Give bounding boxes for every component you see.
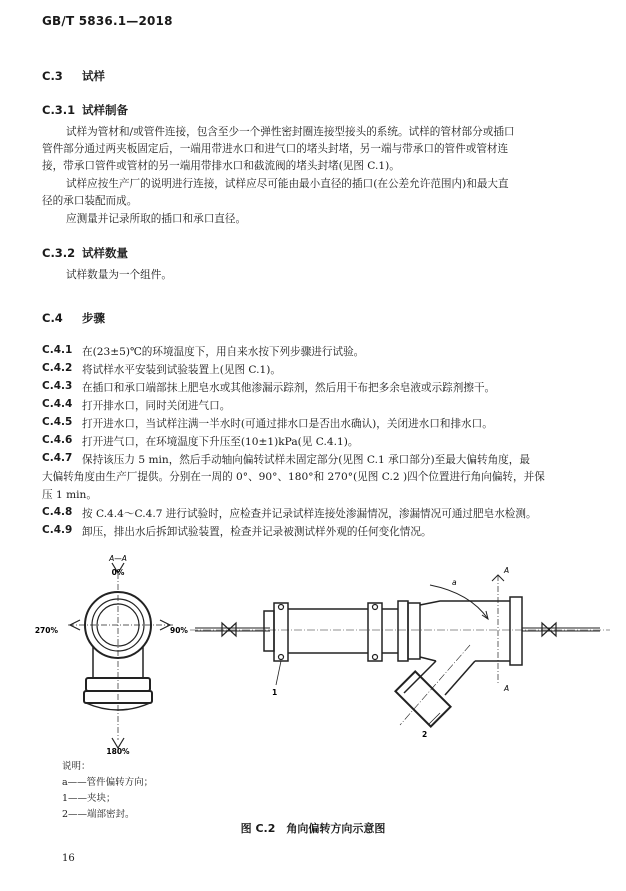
clamp-block-2: [368, 603, 382, 661]
step-c46: C.4.6 打开进气口，在环境温度下升压至(10±1)kPa(见 C.4.1)。: [42, 434, 359, 448]
step-c43: C.4.3 在插口和承口端部抹上肥皂水或其他渗漏示踪剂，然后用干布把多余皂液或示踪剂擦干。: [42, 380, 496, 394]
section-c31-heading: C.3.1 试样制备: [42, 103, 128, 117]
step-c42: C.4.2 将试样水平安装到试验装置上(见图 C.1)。: [42, 362, 281, 376]
step-c49: C.4.9 卸压，排出水后拆卸试验装置，检查并记录被测试样外观的任何变化情况。: [42, 524, 432, 538]
socket-ring-1: [398, 601, 408, 661]
step-c45: C.4.5 打开进水口，当试样注满一半水时(可通过排水口是否出水确认)，关闭进水口和排水口。: [42, 416, 493, 430]
outlet-valve: [542, 623, 556, 636]
c31-paragraph-2-line-2: 径的承口装配而成。: [42, 195, 138, 207]
step-c41: C.4.1 在(23±5)℃的环境温度下，用自来水按下列步骤进行试验。: [42, 344, 365, 358]
section-c32-heading: C.3.2 试样数量: [42, 246, 128, 260]
step-c48: C.4.8 按 C.4.4～C.4.7 进行试验时，应检查并记录试样连接处渗漏情况，渗漏情况可通过肥皂水检测。: [42, 506, 537, 520]
legend-item-2: 2——端部密封。: [62, 809, 135, 820]
c31-paragraph-3: 应测量并记录所取的插口和承口直径。: [66, 213, 247, 225]
c31-paragraph-1-line-3: 接，带承口管件或管材的另一端用带排水口和截流阀的堵头封堵(见图 C.1)。: [42, 160, 400, 172]
c31-paragraph-2-line-1: 试样应按生产厂的说明进行连接，试样应尽可能由最小直径的插口(在公差允许范围内)和最大直: [66, 178, 509, 190]
clamp-bolt-1a: [279, 605, 284, 610]
mark-A-top: A: [504, 566, 510, 575]
standard-number: GB/T 5836.1—2018: [42, 14, 173, 28]
clamp-bolt-2a: [373, 605, 378, 610]
section-label: A—A: [109, 554, 127, 563]
mark-2: 2: [422, 730, 428, 739]
c31-paragraph-1-line-2: 管件部分通过两夹板固定后，一端用带进水口和进气口的堵头封堵，另一端与带承口的管件或管材连: [42, 143, 509, 155]
deg-left-label: 270%: [34, 626, 58, 635]
branch-centerline: [400, 645, 470, 725]
deg-bottom-label: 180%: [106, 747, 130, 756]
step-c44: C.4.4 打开排水口，同时关闭进气口。: [42, 398, 231, 412]
step-c47-line-3: 压 1 min。: [42, 489, 97, 501]
legend-item-a: a——管件偏转方向；: [62, 777, 154, 788]
page-number: 16: [62, 853, 75, 864]
legend-item-1: 1——夹块；: [62, 793, 116, 804]
inlet-valve: [222, 623, 236, 636]
step-c47: C.4.7 保持该压力 5 min，然后手动轴向偏转试样未固定部分(见图 C.1 承口部分)至最大偏转角度，最: [42, 452, 530, 466]
leader-1: [276, 661, 281, 685]
angular-deflection-figure: [0, 545, 626, 760]
mark-A-bottom: A: [504, 684, 510, 693]
outlet-end-cap: [510, 597, 522, 665]
legend-title: 说明：: [62, 761, 91, 772]
clamp-block-1: [274, 603, 288, 661]
deg-top-label: 0%: [111, 568, 125, 577]
deg-right-label: 90%: [170, 626, 188, 635]
mark-1: 1: [272, 688, 278, 697]
branch-wall-2: [445, 661, 475, 695]
section-c3-heading: C.3 试样: [42, 69, 105, 83]
clamp-bolt-2b: [373, 655, 378, 660]
socket-ring-2: [408, 603, 420, 659]
mark-a: a: [452, 578, 457, 587]
c31-paragraph-1-line-1: 试样为管材和/或管件连接，包含至少一个弹性密封圈连接型接头的系统。试样的管材部分或插口: [66, 126, 515, 138]
step-c47-line-2: 大偏转角度由生产厂提供。分别在一周的 0°、90°、180°和 270°(见图 C.2 )四个位置进行角向偏转，并保: [42, 471, 545, 483]
c32-paragraph: 试样数量为一个组件。: [66, 269, 172, 281]
figure-caption: 图 C.2 角向偏转方向示意图: [240, 822, 386, 835]
clamp-bolt-1b: [279, 655, 284, 660]
section-c4-heading: C.4 步骤: [42, 311, 105, 325]
